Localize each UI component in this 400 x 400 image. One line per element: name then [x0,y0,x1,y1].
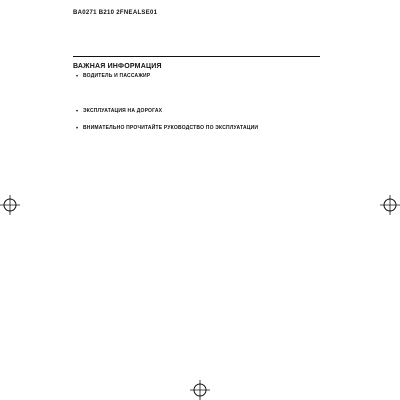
registration-mark-top-left-icon [0,195,20,215]
list-item-driver-passenger [73,73,320,103]
section-title: ВАЖНАЯ ИНФОРМАЦИЯ [73,63,162,70]
item-title: ВНИМАТЕЛЬНО ПРОЧИТАЙТЕ РУКОВОДСТВО ПО ЭКСПЛУАТАЦИИ [83,125,259,131]
bullet-icon: • [76,74,79,80]
document-code: BA0271 B210 2FNEALSE01 [73,10,158,16]
item-title: ВОДИТЕЛЬ И ПАССАЖИР [83,73,151,79]
registration-mark-bottom-icon [190,380,210,400]
list-item-road-use [73,108,320,120]
bullet-icon: • [76,126,79,132]
list-item-read-manual [73,125,320,155]
closing-paragraph [73,161,320,173]
bullet-icon: • [76,109,79,115]
item-text [83,131,320,155]
top-divider [73,56,320,57]
important-information-section [73,56,320,173]
item-text [83,79,320,103]
item-text [83,114,320,120]
item-title: ЭКСПЛУАТАЦИЯ НА ДОРОГАХ [83,108,163,114]
registration-mark-right-icon [380,195,400,215]
